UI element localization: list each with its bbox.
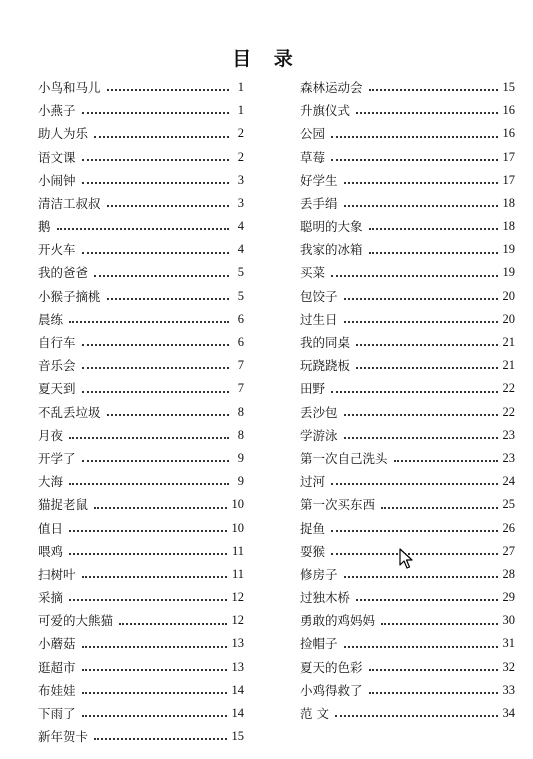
toc-entry-page-number: 11 [231, 543, 244, 558]
toc-entry-page-number: 11 [231, 566, 244, 581]
toc-entry-title: 月夜 [38, 427, 64, 443]
dot-leader [331, 391, 497, 393]
toc-entry [38, 493, 244, 516]
toc-entry-title: 勇敢的鸡妈妈 [300, 613, 376, 629]
toc-entry-page-number: 13 [231, 636, 244, 651]
toc-entry-page-number: 5 [237, 288, 244, 303]
toc-entry-page-number: 8 [237, 404, 244, 419]
toc-entry-title: 鹅 [38, 219, 51, 235]
dot-leader [94, 136, 229, 138]
toc-entry-title: 草莓 [300, 149, 326, 165]
toc-entry [38, 586, 244, 609]
toc-entry-page-number: 29 [502, 590, 515, 605]
dot-leader [356, 112, 497, 114]
toc-entry [38, 447, 244, 470]
toc-entry-title: 布娃娃 [38, 682, 76, 698]
dot-leader [107, 298, 229, 300]
toc-entry-title: 开学了 [38, 450, 76, 466]
toc-entry-page-number: 1 [237, 103, 244, 118]
dot-leader [82, 344, 229, 346]
toc-entry [38, 656, 244, 679]
toc-entry-title: 捉鱼 [300, 520, 326, 536]
toc-entry-title: 可爱的大熊猫 [38, 613, 114, 629]
toc-entry [300, 679, 515, 702]
toc-entry-page-number: 17 [502, 172, 515, 187]
toc-entry [38, 633, 244, 656]
toc-entry-page-number: 32 [502, 659, 515, 674]
toc-entry [38, 169, 244, 192]
dot-leader [69, 599, 226, 601]
dot-leader [331, 275, 497, 277]
dot-leader [107, 414, 229, 416]
toc-entry-title: 我的同桌 [300, 335, 351, 351]
toc-entry-title: 清洁工叔叔 [38, 195, 101, 211]
toc-entry [300, 354, 515, 377]
toc-entry-page-number: 2 [237, 126, 244, 141]
toc-entry-title: 森林运动会 [300, 79, 363, 95]
dot-leader [331, 136, 497, 138]
toc-entry-title: 扫树叶 [38, 566, 76, 582]
toc-entry-title: 学游泳 [300, 427, 338, 443]
toc-entry [300, 702, 515, 725]
toc-entry-title: 过生日 [300, 311, 338, 327]
toc-entry [38, 540, 244, 563]
mouse-pointer-icon [399, 548, 413, 570]
toc-entry-title: 小鸟和马儿 [38, 79, 101, 95]
toc-entry [300, 192, 515, 215]
toc-entry-title: 范 文 [300, 706, 329, 722]
toc-entry [300, 586, 515, 609]
dot-leader [381, 623, 497, 625]
toc-entry-page-number: 22 [502, 404, 515, 419]
toc-entry-page-number: 33 [502, 682, 515, 697]
toc-entry-page-number: 20 [502, 311, 515, 326]
toc-entry [38, 401, 244, 424]
toc-entry-page-number: 4 [237, 242, 244, 257]
toc-entry-title: 聪明的大象 [300, 219, 363, 235]
toc-entry [38, 702, 244, 725]
dot-leader [82, 252, 229, 254]
toc-entry [38, 679, 244, 702]
toc-entry-page-number: 14 [231, 682, 244, 697]
dot-leader [344, 321, 498, 323]
toc-entry [300, 215, 515, 238]
dot-leader [82, 576, 227, 578]
toc-entry [300, 401, 515, 424]
toc-entry [300, 470, 515, 493]
dot-leader [369, 252, 498, 254]
toc-entry-title: 小蘑菇 [38, 636, 76, 652]
toc-entry-page-number: 18 [502, 219, 515, 234]
dot-leader [344, 437, 498, 439]
toc-entry-page-number: 4 [237, 219, 244, 234]
dot-leader [331, 483, 497, 485]
toc-entry-page-number: 24 [502, 474, 515, 489]
toc-entry-page-number: 3 [237, 172, 244, 187]
toc-entry-page-number: 19 [502, 265, 515, 280]
toc-entry [300, 331, 515, 354]
dot-leader [94, 275, 229, 277]
toc-entry-page-number: 31 [502, 636, 515, 651]
toc-entry-page-number: 5 [237, 265, 244, 280]
toc-entry-page-number: 6 [237, 311, 244, 326]
toc-entry [38, 192, 244, 215]
toc-entry-page-number: 21 [502, 358, 515, 373]
toc-entry-title: 修房子 [300, 566, 338, 582]
dot-leader [356, 599, 497, 601]
toc-entry [300, 447, 515, 470]
dot-leader [369, 89, 498, 91]
toc-entry [38, 99, 244, 122]
toc-entry [38, 238, 244, 261]
toc-entry-title: 自行车 [38, 335, 76, 351]
dot-leader [331, 553, 497, 555]
toc-entry [300, 99, 515, 122]
dot-leader [82, 646, 227, 648]
toc-entry-title: 猫捉老鼠 [38, 497, 89, 513]
toc-entry-page-number: 19 [502, 242, 515, 257]
dot-leader [335, 715, 498, 717]
dot-leader [331, 159, 497, 161]
toc-entry [300, 122, 515, 145]
toc-entry [300, 424, 515, 447]
toc-entry [300, 633, 515, 656]
toc-entry-title: 语文课 [38, 149, 76, 165]
toc-entry-page-number: 20 [502, 288, 515, 303]
toc-entry-page-number: 3 [237, 195, 244, 210]
toc-entry-page-number: 1 [237, 79, 244, 94]
toc-entry-title: 大海 [38, 474, 64, 490]
toc-entry-page-number: 27 [502, 543, 515, 558]
toc-entry-title: 小鸡得救了 [300, 682, 363, 698]
dot-leader [69, 437, 229, 439]
toc-entry-page-number: 16 [502, 103, 515, 118]
toc-entry-title: 夏天的色彩 [300, 659, 363, 675]
toc-entry-page-number: 25 [502, 497, 515, 512]
toc-entry-title: 捡帽子 [300, 636, 338, 652]
dot-leader [344, 182, 498, 184]
dot-leader [107, 205, 229, 207]
dot-leader [69, 530, 226, 532]
toc-entry [38, 308, 244, 331]
toc-entry [38, 424, 244, 447]
toc-entry-page-number: 10 [231, 520, 244, 535]
toc-entry-title: 第一次买东西 [300, 497, 376, 513]
dot-leader [94, 738, 226, 740]
toc-entry [38, 517, 244, 540]
toc-entry-page-number: 9 [237, 474, 244, 489]
toc-entry [38, 377, 244, 400]
dot-leader [69, 483, 229, 485]
toc-entry-title: 买菜 [300, 265, 326, 281]
toc-entry [300, 169, 515, 192]
toc-entry-title: 喂鸡 [38, 543, 64, 559]
dot-leader [82, 715, 227, 717]
toc-entry-title: 音乐会 [38, 358, 76, 374]
toc-entry-title: 值日 [38, 520, 64, 536]
toc-entry [38, 331, 244, 354]
toc-entry-title: 好学生 [300, 172, 338, 188]
toc-entry [38, 122, 244, 145]
toc-entry-title: 我的爸爸 [38, 265, 89, 281]
toc-entry-page-number: 2 [237, 149, 244, 164]
dot-leader [369, 228, 498, 230]
toc-entry-page-number: 15 [502, 79, 515, 94]
toc-entry-title: 田野 [300, 381, 326, 397]
dot-leader [394, 460, 498, 462]
dot-leader [57, 228, 229, 230]
dot-leader [82, 367, 229, 369]
toc-entry-page-number: 12 [231, 613, 244, 628]
toc-entry [300, 493, 515, 516]
toc-entry [38, 725, 244, 748]
dot-leader [344, 298, 498, 300]
dot-leader [82, 391, 229, 393]
toc-entry-page-number: 22 [502, 381, 515, 396]
toc-entry-title: 过独木桥 [300, 590, 351, 606]
toc-entry-title: 升旗仪式 [300, 103, 351, 119]
dot-leader [344, 205, 498, 207]
toc-entry-page-number: 28 [502, 566, 515, 581]
dot-leader [82, 159, 229, 161]
toc-entry-page-number: 12 [231, 590, 244, 605]
toc-entry-title: 小猴子摘桃 [38, 288, 101, 304]
toc-entry [300, 656, 515, 679]
toc-entry [300, 146, 515, 169]
toc-entry [38, 146, 244, 169]
dot-leader [344, 646, 498, 648]
toc-entry [38, 215, 244, 238]
dot-leader [331, 530, 497, 532]
toc-entry [300, 262, 515, 285]
toc-entry-title: 开火车 [38, 242, 76, 258]
toc-entry-title: 助人为乐 [38, 126, 89, 142]
toc-entry [38, 354, 244, 377]
toc-entry-page-number: 7 [237, 381, 244, 396]
dot-leader [356, 344, 497, 346]
dot-leader [94, 507, 226, 509]
toc-entry [300, 517, 515, 540]
dot-leader [344, 576, 498, 578]
toc-entry-page-number: 6 [237, 335, 244, 350]
toc-entry [38, 609, 244, 632]
toc-entry [38, 285, 244, 308]
dot-leader [69, 553, 227, 555]
dot-leader [82, 460, 229, 462]
toc-entry-title: 玩跷跷板 [300, 358, 351, 374]
toc-entry [38, 563, 244, 586]
toc-entry-title: 过河 [300, 474, 326, 490]
toc-entry-page-number: 16 [502, 126, 515, 141]
toc-entry-page-number: 14 [231, 706, 244, 721]
toc-entry-title: 夏天到 [38, 381, 76, 397]
dot-leader [369, 669, 498, 671]
toc-entry-page-number: 13 [231, 659, 244, 674]
toc-entry-title: 不乱丢垃圾 [38, 404, 101, 420]
toc-entry-title: 丢沙包 [300, 404, 338, 420]
dot-leader [344, 414, 498, 416]
toc-entry-page-number: 21 [502, 335, 515, 350]
toc-entry-page-number: 18 [502, 195, 515, 210]
toc-entry-title: 我家的冰箱 [300, 242, 363, 258]
toc-right-column [300, 76, 515, 725]
dot-leader [356, 367, 497, 369]
toc-entry-page-number: 8 [237, 427, 244, 442]
dot-leader [119, 623, 226, 625]
toc-entry [300, 238, 515, 261]
toc-entry-title: 小燕子 [38, 103, 76, 119]
dot-leader [107, 89, 229, 91]
toc-entry-title: 逛超市 [38, 659, 76, 675]
toc-entry [38, 262, 244, 285]
toc-entry-title: 丢手绢 [300, 195, 338, 211]
toc-entry-page-number: 10 [231, 497, 244, 512]
toc-entry-page-number: 34 [502, 706, 515, 721]
toc-entry-page-number: 23 [502, 427, 515, 442]
toc-entry-title: 采摘 [38, 590, 64, 606]
toc-entry [300, 76, 515, 99]
toc-entry-page-number: 17 [502, 149, 515, 164]
toc-left-column [38, 76, 244, 748]
dot-leader [82, 182, 229, 184]
toc-entry-page-number: 15 [231, 729, 244, 744]
toc-entry-page-number: 23 [502, 450, 515, 465]
toc-entry [300, 285, 515, 308]
toc-entry-page-number: 30 [502, 613, 515, 628]
dot-leader [369, 692, 498, 694]
dot-leader [82, 692, 227, 694]
toc-entry [300, 377, 515, 400]
toc-entry [300, 609, 515, 632]
toc-entry [38, 470, 244, 493]
toc-entry-title: 小闹钟 [38, 172, 76, 188]
toc-entry-title: 耍猴 [300, 543, 326, 559]
toc-entry-page-number: 26 [502, 520, 515, 535]
toc-entry-title: 包饺子 [300, 288, 338, 304]
toc-entry-page-number: 7 [237, 358, 244, 373]
dot-leader [69, 321, 229, 323]
toc-entry-title: 新年贺卡 [38, 729, 89, 745]
toc-entry-title: 第一次自己洗头 [300, 450, 388, 466]
dot-leader [381, 507, 497, 509]
toc-entry [38, 76, 244, 99]
toc-entry-title: 下雨了 [38, 706, 76, 722]
page-title: 目 录 [232, 48, 301, 70]
toc-entry [300, 308, 515, 331]
dot-leader [82, 112, 229, 114]
dot-leader [82, 669, 227, 671]
toc-entry-title: 晨练 [38, 311, 64, 327]
toc-entry-page-number: 9 [237, 450, 244, 465]
toc-entry-title: 公园 [300, 126, 326, 142]
